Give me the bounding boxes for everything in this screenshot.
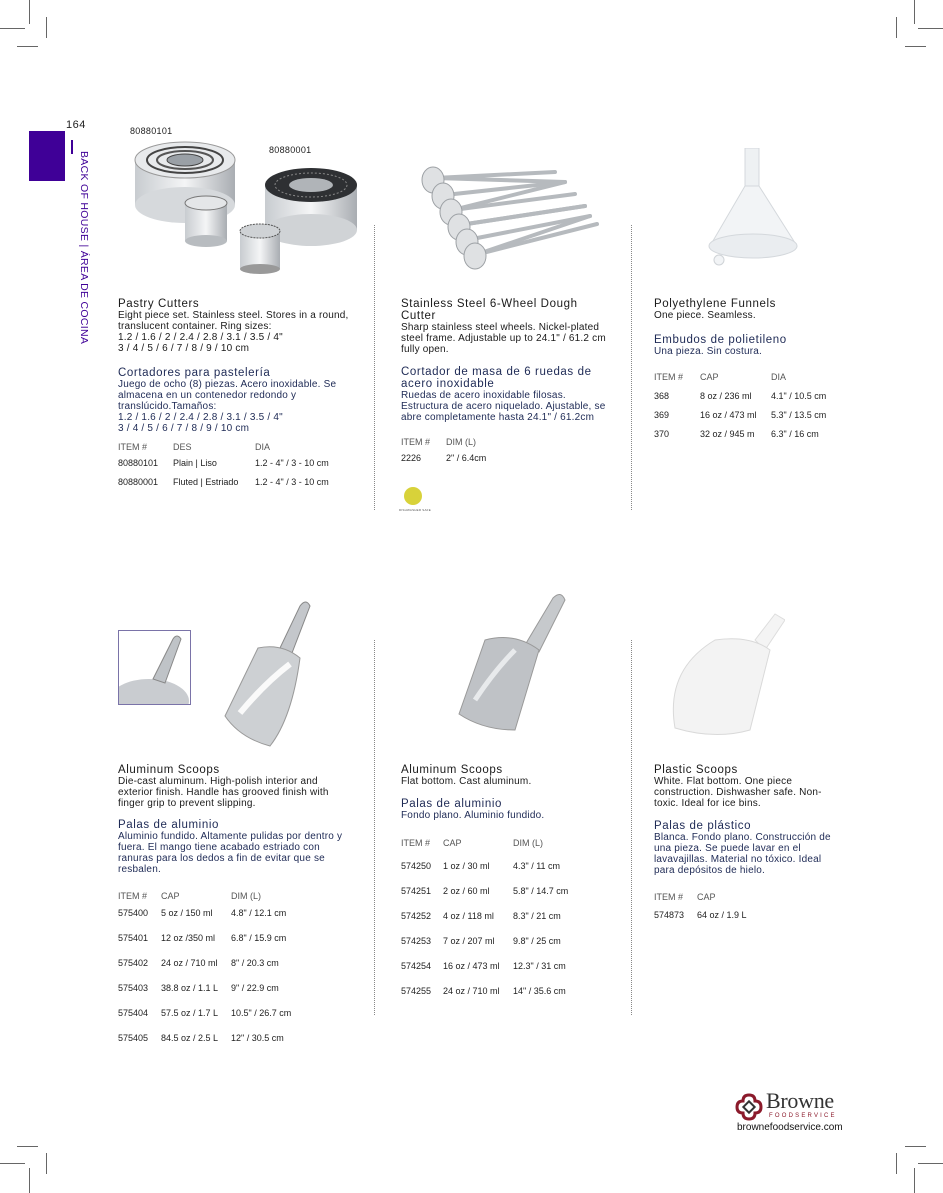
product-description-es: Aluminio fundido. Altamente pulidas por dentro y fuera. El mango tiene acabado estriado con ranuras para los dedos a fin de evitar que se resbalen. (118, 831, 343, 875)
product-dough-cutter (401, 298, 611, 463)
product-description-es: Ruedas de acero inoxidable filosas. Estructura de acero niquelado. Ajustable, se abre completamente hasta 24.1" / 61.2cm (401, 390, 606, 423)
website-link[interactable]: brownefoodservice.com (737, 1122, 843, 1133)
product-description: White. Flat bottom. One piece construction. Dishwasher safe. Non-toxic. Ideal for ice bins. (654, 776, 822, 809)
cell-item: 574252 (401, 911, 432, 921)
cell-cap: 12 oz /350 ml (161, 933, 216, 943)
cell-cap: 84.5 oz / 2.5 L (161, 1033, 219, 1043)
product-title: Polyethylene Funnels (654, 298, 776, 310)
crop-mark (46, 17, 47, 38)
table-row (401, 453, 486, 463)
cell-dia: 1.2 - 4" / 3 - 10 cm (255, 477, 329, 487)
aluminum-scoop-image (220, 598, 320, 748)
product-description: One piece. Seamless. (654, 310, 756, 321)
spec-table (401, 437, 486, 463)
spec-table (118, 442, 329, 487)
brand-name: Browne (766, 1088, 834, 1113)
crop-mark (918, 28, 943, 29)
pastry-cutters-image (130, 135, 360, 275)
crop-mark (905, 1146, 926, 1147)
col-header: DIA (255, 442, 271, 452)
table-row (118, 477, 329, 487)
col-header: DIA (771, 372, 787, 382)
product-description-es: Juego de ocho (8) piezas. Acero inoxidable. Se almacena en un contenedor redondo y translúcido.Tamaños: (118, 379, 337, 412)
cell-dim: 10.5" / 26.7 cm (231, 1008, 292, 1018)
cell-item: 575403 (118, 983, 149, 993)
product-description: Eight piece set. Stainless steel. Stores in a round, translucent container. Ring sizes: (118, 310, 349, 332)
product-sizes-cm-es: 3 / 4 / 5 / 6 / 7 / 8 / 9 / 10 cm (118, 423, 250, 434)
cell-dim: 9.8" / 25 cm (513, 936, 561, 946)
aluminum-scoop-flat-image (455, 590, 575, 740)
cell-cap: 1 oz / 30 ml (443, 861, 490, 871)
brand-subtitle: FOODSERVICE (769, 1113, 837, 1119)
col-header: ITEM # (401, 838, 431, 848)
cell-item: 574873 (654, 910, 685, 920)
cell-dim: 12.3" / 31 cm (513, 961, 566, 971)
cell-item: 574254 (401, 961, 432, 971)
crop-mark (918, 1163, 943, 1164)
spec-table (654, 892, 747, 920)
crop-mark (17, 1146, 38, 1147)
cell-item: 574255 (401, 986, 432, 996)
table-row (118, 958, 291, 983)
column-divider (374, 225, 375, 510)
product-title-es: Cortadores para pastelería (118, 367, 271, 379)
cell-cap: 38.8 oz / 1.1 L (161, 983, 219, 993)
table-row (654, 391, 826, 410)
image-label: 80880101 (130, 126, 173, 136)
cell-des: Fluted | Estriado (173, 477, 239, 487)
cell-dim: 14" / 35.6 cm (513, 986, 566, 996)
cell-dim: 6.8" / 15.9 cm (231, 933, 287, 943)
cell-dim: 8" / 20.3 cm (231, 958, 279, 968)
spec-table (654, 372, 826, 439)
cell-item: 80880001 (118, 477, 159, 487)
crop-mark (46, 1153, 47, 1174)
cell-item: 368 (654, 391, 670, 401)
column-divider (631, 225, 632, 510)
col-header: DIM (L) (231, 891, 261, 901)
dough-cutter-image (415, 160, 605, 270)
col-header: CAP (697, 892, 716, 902)
col-header: ITEM # (654, 892, 684, 902)
cell-cap: 64 oz / 1.9 L (697, 910, 747, 920)
cell-cap: 16 oz / 473 ml (443, 961, 500, 971)
spec-table (401, 838, 568, 996)
cell-cap: 32 oz / 945 m (700, 429, 755, 439)
cell-dim: 8.3" / 21 cm (513, 911, 561, 921)
badge-label: DISHWASHER SAFE (399, 508, 431, 512)
cell-item: 80880101 (118, 458, 159, 468)
cell-item: 370 (654, 429, 670, 439)
cell-des: Plain | Liso (173, 458, 217, 468)
spec-table (118, 891, 291, 1043)
product-description: Die-cast aluminum. High-polish interior and exterior finish. Handle has grooved finish with finger grip to prevent slipping. (118, 776, 329, 809)
cell-dim: 4.3" / 11 cm (513, 861, 561, 871)
product-description-es: Fondo plano. Aluminio fundido. (401, 810, 545, 821)
column-divider (631, 640, 632, 1015)
table-row (401, 936, 568, 961)
product-title: Stainless Steel 6-Wheel Dough Cutter (401, 298, 578, 322)
product-pastry-cutters (118, 298, 353, 487)
cell-cap: 7 oz / 207 ml (443, 936, 495, 946)
product-sizes-in: 1.2 / 1.6 / 2 / 2.4 / 2.8 / 3.1 / 3.5 / 4" (118, 332, 283, 343)
table-row (654, 910, 747, 920)
crop-mark (914, 1168, 915, 1193)
table-row (401, 886, 568, 911)
table-row (118, 983, 291, 1008)
cell-cap: 5 oz / 150 ml (161, 908, 213, 918)
table-row (118, 933, 291, 958)
cell-item: 574253 (401, 936, 432, 946)
table-row (118, 908, 291, 933)
cell-cap: 57.5 oz / 1.7 L (161, 1008, 219, 1018)
col-header: DIM (L) (446, 437, 476, 447)
col-header: ITEM # (118, 442, 148, 452)
cell-item: 575402 (118, 958, 149, 968)
product-title: Plastic Scoops (654, 764, 738, 776)
product-description: Flat bottom. Cast aluminum. (401, 776, 532, 787)
cell-cap: 8 oz / 236 ml (700, 391, 752, 401)
section-label: BACK OF HOUSE | ÁREA DE COCINA (78, 151, 90, 345)
crop-mark (896, 17, 897, 38)
cell-item: 575401 (118, 933, 149, 943)
cell-item: 2226 (401, 453, 422, 463)
table-row (401, 986, 568, 996)
product-title: Aluminum Scoops (401, 764, 503, 776)
section-divider (71, 140, 73, 154)
column-divider (374, 640, 375, 1015)
crop-mark (905, 46, 926, 47)
product-plastic-scoops (654, 764, 834, 920)
product-aluminum-scoops (118, 764, 343, 1043)
cell-dia: 1.2 - 4" / 3 - 10 cm (255, 458, 329, 468)
cell-dim: 2" / 6.4cm (446, 453, 487, 463)
cell-dia: 4.1" / 10.5 cm (771, 391, 827, 401)
col-header: CAP (443, 838, 462, 848)
table-row (654, 429, 826, 439)
product-description-es: Una pieza. Sin costura. (654, 346, 762, 357)
product-description-es: Blanca. Fondo plano. Construcción de una pieza. Se puede lavar en el lavavajillas. Material no tóxico. Ideal para depósitos de hielo. (654, 832, 831, 876)
product-description: Sharp stainless steel wheels. Nickel-plated steel frame. Adjustable up to 24.1" / 61.2 cm fully open. (401, 322, 606, 355)
dishwasher-safe-icon (404, 487, 422, 505)
crop-mark (896, 1153, 897, 1174)
product-sizes-cm: 3 / 4 / 5 / 6 / 7 / 8 / 9 / 10 cm (118, 343, 250, 354)
product-title: Pastry Cutters (118, 298, 200, 310)
product-title-es: Palas de aluminio (118, 819, 219, 831)
col-header: DES (173, 442, 192, 452)
cell-item: 575404 (118, 1008, 149, 1018)
col-header: ITEM # (654, 372, 684, 382)
cell-item: 369 (654, 410, 670, 420)
col-header: ITEM # (118, 891, 148, 901)
product-funnels (654, 298, 854, 439)
cell-cap: 24 oz / 710 ml (161, 958, 218, 968)
crop-mark (0, 28, 25, 29)
cell-dim: 5.8" / 14.7 cm (513, 886, 569, 896)
table-row (118, 1033, 291, 1043)
funnel-image (705, 148, 805, 268)
cell-item: 575400 (118, 908, 149, 918)
product-title-es: Cortador de masa de 6 ruedas de acero inoxidable (401, 366, 592, 390)
product-aluminum-scoops-flat (401, 764, 611, 996)
product-sizes-in-es: 1.2 / 1.6 / 2 / 2.4 / 2.8 / 3.1 / 3.5 / 4" (118, 412, 283, 423)
crop-mark (914, 0, 915, 24)
col-header: DIM (L) (513, 838, 543, 848)
product-title-es: Embudos de polietileno (654, 334, 787, 346)
cell-item: 575405 (118, 1033, 149, 1043)
table-row (401, 861, 568, 886)
cell-dim: 9" / 22.9 cm (231, 983, 279, 993)
col-header: CAP (700, 372, 719, 382)
crop-mark (0, 1163, 25, 1164)
table-row (401, 911, 568, 936)
product-title: Aluminum Scoops (118, 764, 220, 776)
cell-cap: 24 oz / 710 ml (443, 986, 500, 996)
browne-quatrefoil-icon (735, 1093, 763, 1121)
crop-mark (29, 0, 30, 24)
crop-mark (17, 46, 38, 47)
table-row (654, 410, 826, 429)
cell-cap: 4 oz / 118 ml (443, 911, 494, 921)
cell-dia: 5.3" / 13.5 cm (771, 410, 827, 420)
page-number: 164 (66, 119, 86, 131)
table-row (401, 961, 568, 986)
cell-dim: 4.8" / 12.1 cm (231, 908, 287, 918)
table-row (118, 1008, 291, 1033)
image-label: 80880001 (269, 145, 312, 155)
product-title-es: Palas de plástico (654, 820, 752, 832)
cell-item: 574251 (401, 886, 432, 896)
cell-item: 574250 (401, 861, 432, 871)
crop-mark (29, 1168, 30, 1193)
cell-cap: 16 oz / 473 ml (700, 410, 757, 420)
col-header: CAP (161, 891, 180, 901)
cell-dim: 12" / 30.5 cm (231, 1033, 284, 1043)
section-tab (29, 131, 65, 181)
handle-detail-inset (118, 630, 191, 705)
product-title-es: Palas de aluminio (401, 798, 502, 810)
col-header: ITEM # (401, 437, 431, 447)
plastic-scoop-image (665, 610, 785, 740)
cell-dia: 6.3" / 16 cm (771, 429, 819, 439)
cell-cap: 2 oz / 60 ml (443, 886, 490, 896)
table-row (118, 458, 329, 477)
